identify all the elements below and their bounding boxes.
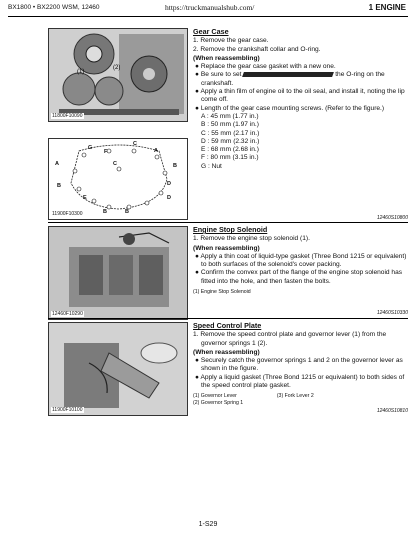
gear-case-section	[193, 28, 408, 171]
screw-label: G	[88, 145, 93, 151]
speed-control-plate-photo	[48, 322, 188, 416]
speed-control-section	[193, 322, 408, 407]
chapter-title: 1 ENGINE	[368, 3, 406, 12]
stop-solenoid-section	[193, 226, 408, 296]
section-code: 12460S10330	[376, 310, 408, 316]
legend-item: (1) Governor Lever	[193, 393, 237, 400]
length-item: G : Nut	[201, 162, 222, 170]
step: 1. Remove the speed control plate and governor lever (1) from the governor springs 1 (2).	[193, 331, 387, 347]
step: 1. Remove the engine stop solenoid (1).	[193, 235, 310, 243]
length-item: B : 50 mm (1.97 in.)	[201, 121, 259, 129]
section-code: 12460S10800	[376, 215, 408, 221]
legend-item: (3) Fork Lever 2	[276, 393, 314, 400]
length-item: C : 55 mm (2.17 in.)	[201, 129, 260, 137]
bullet: ● Replace the gear case gasket with a new one.	[195, 63, 336, 71]
redaction-mark	[242, 72, 334, 77]
screw-label: C	[133, 141, 137, 147]
screw-label: A	[154, 148, 158, 154]
screw-length-diagram	[48, 138, 188, 220]
screw-label: B	[103, 209, 107, 215]
screw-label: A	[55, 161, 59, 167]
gear-case-photo	[48, 28, 188, 122]
header-rule	[8, 16, 408, 17]
figure-code: 11800F10090	[52, 113, 83, 119]
screw-label: D	[167, 181, 171, 187]
screw-label: B	[173, 163, 177, 169]
screw-label: D	[167, 195, 171, 201]
bullet: ● Confirm the convex part of the flange of the engine stop solenoid has fitted into the hole, and then fasten the bolts.	[195, 269, 403, 285]
bullet: ● Apply a thin coat of liquid-type gasket (Three Bond 1215 or equivalent) to both surfaces of the solenoid's cover packing.	[195, 252, 407, 269]
section-title: Speed Control Plate	[193, 321, 262, 330]
length-item: A : 45 mm (1.77 in.)	[201, 112, 259, 120]
length-item: F : 80 mm (3.15 in.)	[201, 154, 259, 162]
svg-text:(2): (2)	[113, 65, 121, 71]
manual-id: BX1800 • BX2200 WSM, 12460	[8, 4, 100, 11]
page-number: 1-S29	[198, 521, 218, 528]
stop-solenoid-photo	[48, 226, 188, 320]
page-header	[0, 0, 416, 17]
step: 1. Remove the gear case.	[193, 37, 269, 45]
screw-label: E	[83, 195, 87, 201]
legend-row	[193, 393, 408, 400]
bullet: ● Apply a thin film of engine oil to the oil seal, and install it, noting the lip come off.	[195, 88, 405, 104]
bullet: ● Apply a liquid gasket (Three Bond 1215 or equivalent) to both sides of the speed control plate gasket.	[195, 373, 405, 390]
screw-label: B	[57, 183, 61, 189]
section-title: Gear Case	[193, 27, 229, 36]
section-divider	[48, 222, 408, 223]
legend-item: (2) Governor Spring 1	[193, 400, 244, 407]
figure-code: 12460F10290	[52, 311, 83, 317]
bullet: ● Be sure to set the O-ring on the crankshaft.	[195, 71, 385, 87]
bullet: ● Securely catch the governor springs 1 and 2 on the governor lever as shown in the figure.	[195, 357, 403, 373]
bullet: ● Length of the gear case mounting screws. (Refer to the figure.)	[195, 104, 385, 112]
reassembling-heading: (When reassembling)	[193, 244, 260, 252]
screw-label: C	[113, 161, 117, 167]
step: 2. Remove the crankshaft collar and O-ring.	[193, 45, 321, 53]
svg-text:(1): (1)	[77, 69, 85, 75]
screw-label: B	[125, 209, 129, 215]
figure-code: 11900F10100	[52, 407, 83, 413]
figure-code: 11900F10300	[52, 211, 83, 217]
reassembling-heading: (When reassembling)	[193, 348, 260, 356]
length-item: D : 59 mm (2.32 in.)	[201, 137, 260, 145]
section-code: 12460S10810	[376, 408, 408, 414]
section-divider	[48, 318, 408, 319]
legend-item: (1) Engine Stop Solenoid	[193, 289, 251, 296]
length-item: E : 68 mm (2.68 in.)	[201, 146, 259, 154]
screw-label: F	[104, 149, 108, 155]
reassembling-heading: (When reassembling)	[193, 54, 260, 62]
source-url[interactable]: https://truckmanualshub.com/	[165, 3, 255, 12]
section-title: Engine Stop Solenoid	[193, 225, 268, 234]
